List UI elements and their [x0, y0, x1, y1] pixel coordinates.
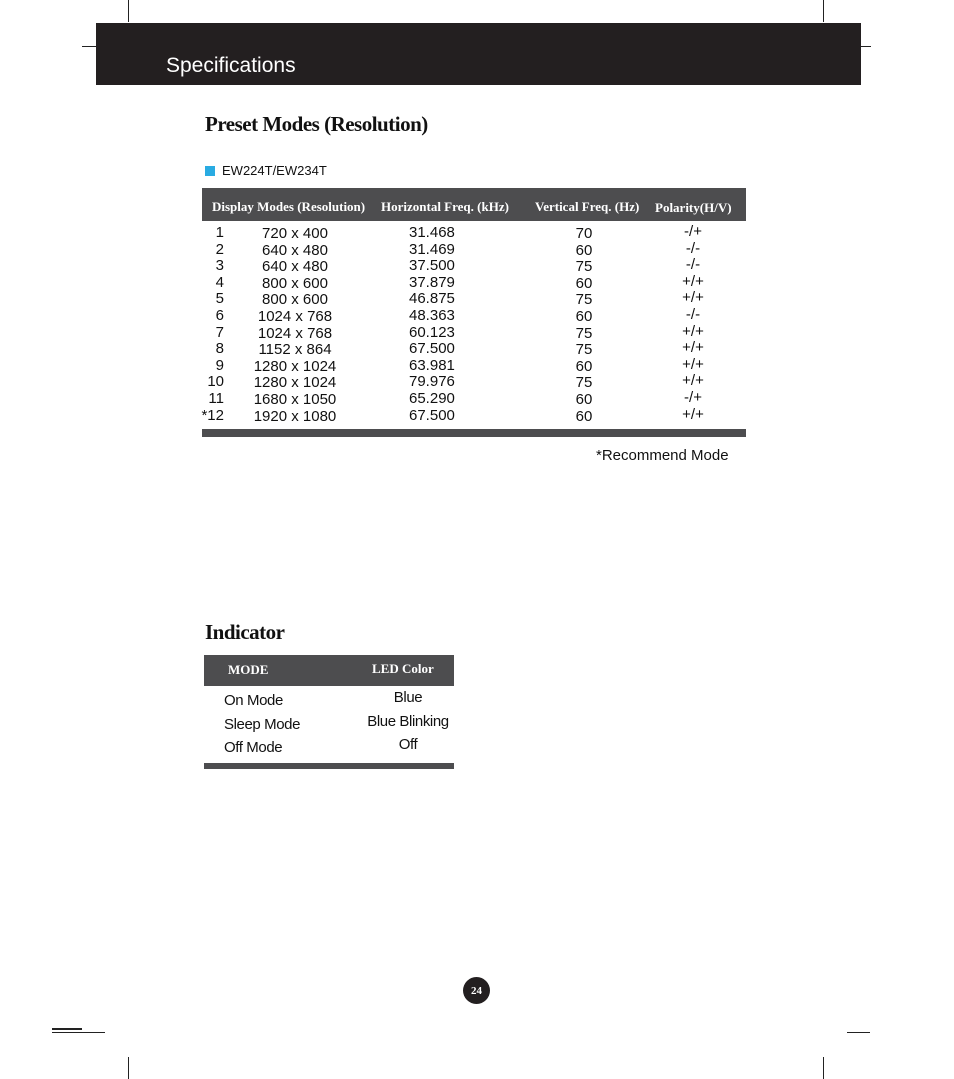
resolution-cell: 1024 x 768	[257, 307, 333, 325]
mode-number-cell: 10	[207, 373, 224, 391]
column-vertical-freq	[560, 226, 608, 425]
horizontal-freq-cell: 79.976	[409, 373, 455, 391]
resolution-cell: 800 x 600	[262, 274, 328, 292]
horizontal-freq-cell: 67.500	[409, 406, 455, 424]
indicator-title: Indicator	[205, 620, 285, 644]
mode-number-cell: 9	[215, 356, 224, 374]
polarity-cell: -/+	[684, 223, 702, 240]
vertical-freq-cell: 60	[575, 274, 593, 292]
column-mode-number	[198, 225, 224, 424]
crop-mark	[847, 1032, 870, 1033]
led-color-cell: Off	[398, 736, 418, 753]
resolution-cell: 1920 x 1080	[253, 407, 337, 425]
indicator-table-header	[204, 655, 454, 686]
horizontal-freq-cell: 46.875	[409, 290, 455, 308]
resolution-cell: 640 x 480	[262, 241, 328, 259]
resolution-cell: 1024 x 768	[257, 324, 333, 342]
crop-mark	[82, 46, 96, 47]
crop-mark	[52, 1028, 82, 1030]
crop-mark	[861, 46, 871, 47]
square-bullet-icon	[205, 166, 215, 176]
horizontal-freq-cell: 60.123	[409, 323, 455, 341]
horizontal-freq-cell: 63.981	[409, 356, 455, 374]
mode-cell: Off Mode	[224, 739, 283, 756]
mode-cell: On Mode	[224, 692, 283, 709]
preset-modes-title: Preset Modes (Resolution)	[205, 112, 428, 136]
vertical-freq-cell: 75	[575, 324, 593, 342]
mode-number-cell: 4	[215, 273, 224, 291]
crop-mark	[128, 1057, 129, 1079]
led-color-cell: Blue	[393, 689, 423, 706]
column-header-led-color: LED Color	[372, 661, 434, 676]
vertical-freq-cell: 60	[575, 390, 593, 408]
column-header-polarity: Polarity(H/V)	[655, 200, 732, 215]
mode-number-cell: 1	[215, 224, 224, 241]
vertical-freq-cell: 75	[575, 291, 593, 309]
page-number: 24	[463, 977, 490, 1004]
resolution-cell: 1152 x 864	[258, 341, 332, 359]
horizontal-freq-cell: 31.468	[409, 224, 455, 241]
preset-table-header	[202, 188, 746, 221]
horizontal-freq-cell: 37.500	[409, 257, 455, 275]
table-bottom-rule	[202, 429, 746, 437]
crop-mark	[52, 1032, 105, 1033]
horizontal-freq-cell: 37.879	[409, 273, 455, 291]
polarity-cell: +/+	[682, 322, 704, 340]
mode-number-cell: 6	[215, 306, 224, 324]
resolution-cell: 1280 x 1024	[253, 357, 337, 375]
indicator-bottom-rule	[204, 763, 454, 769]
column-mode	[224, 689, 300, 760]
polarity-cell: +/+	[682, 289, 704, 307]
vertical-freq-cell: 75	[575, 374, 593, 392]
resolution-cell: 1680 x 1050	[253, 390, 337, 408]
column-resolution	[245, 226, 345, 425]
column-header-vertical-freq: Vertical Freq. (Hz)	[535, 199, 640, 214]
polarity-cell: +/+	[682, 272, 704, 290]
polarity-cell: +/+	[682, 405, 704, 423]
vertical-freq-cell: 70	[575, 225, 593, 242]
resolution-cell: 1280 x 1024	[253, 374, 337, 392]
horizontal-freq-cell: 67.500	[409, 340, 455, 358]
model-name: EW224T/EW234T	[222, 163, 327, 178]
crop-mark	[823, 1057, 824, 1079]
horizontal-freq-cell: 48.363	[409, 306, 455, 324]
column-horizontal-freq	[409, 225, 455, 424]
resolution-cell: 640 x 480	[262, 258, 328, 276]
vertical-freq-cell: 60	[575, 407, 593, 425]
mode-number-cell: 8	[215, 340, 224, 358]
polarity-cell: +/+	[682, 372, 704, 390]
vertical-freq-cell: 60	[575, 241, 593, 259]
resolution-cell: 800 x 600	[262, 291, 328, 309]
column-header-display-modes: Display Modes (Resolution)	[212, 199, 366, 214]
mode-number-cell: 5	[215, 290, 224, 308]
crop-mark	[128, 0, 129, 22]
horizontal-freq-cell: 31.469	[409, 240, 455, 258]
vertical-freq-cell: 75	[575, 341, 593, 359]
page-header-title: Specifications	[166, 54, 296, 77]
recommend-mode-note: *Recommend Mode	[596, 447, 729, 464]
column-header-horizontal-freq: Horizontal Freq. (kHz)	[381, 199, 509, 214]
crop-mark	[823, 0, 824, 22]
vertical-freq-cell: 60	[575, 357, 593, 375]
column-header-mode: MODE	[228, 662, 269, 677]
column-led-color	[360, 686, 456, 757]
header-bar	[96, 23, 861, 85]
horizontal-freq-cell: 65.290	[409, 389, 455, 407]
vertical-freq-cell: 60	[575, 307, 593, 325]
mode-cell: Sleep Mode	[224, 715, 301, 733]
mode-number-cell: 2	[215, 240, 224, 258]
led-color-cell: Blue Blinking	[367, 712, 449, 730]
polarity-cell: -/-	[685, 305, 701, 323]
mode-number-cell: 3	[215, 257, 224, 275]
polarity-cell: +/+	[682, 355, 704, 373]
vertical-freq-cell: 75	[575, 258, 593, 276]
polarity-cell: -/+	[684, 388, 702, 406]
column-polarity	[668, 224, 718, 423]
polarity-cell: -/-	[685, 256, 701, 274]
model-label	[205, 163, 327, 178]
polarity-cell: +/+	[682, 339, 704, 357]
polarity-cell: -/-	[685, 239, 701, 257]
mode-number-cell: *12	[201, 406, 224, 424]
mode-number-cell: 7	[215, 323, 224, 341]
mode-number-cell: 11	[208, 389, 224, 407]
resolution-cell: 720 x 400	[262, 225, 328, 242]
